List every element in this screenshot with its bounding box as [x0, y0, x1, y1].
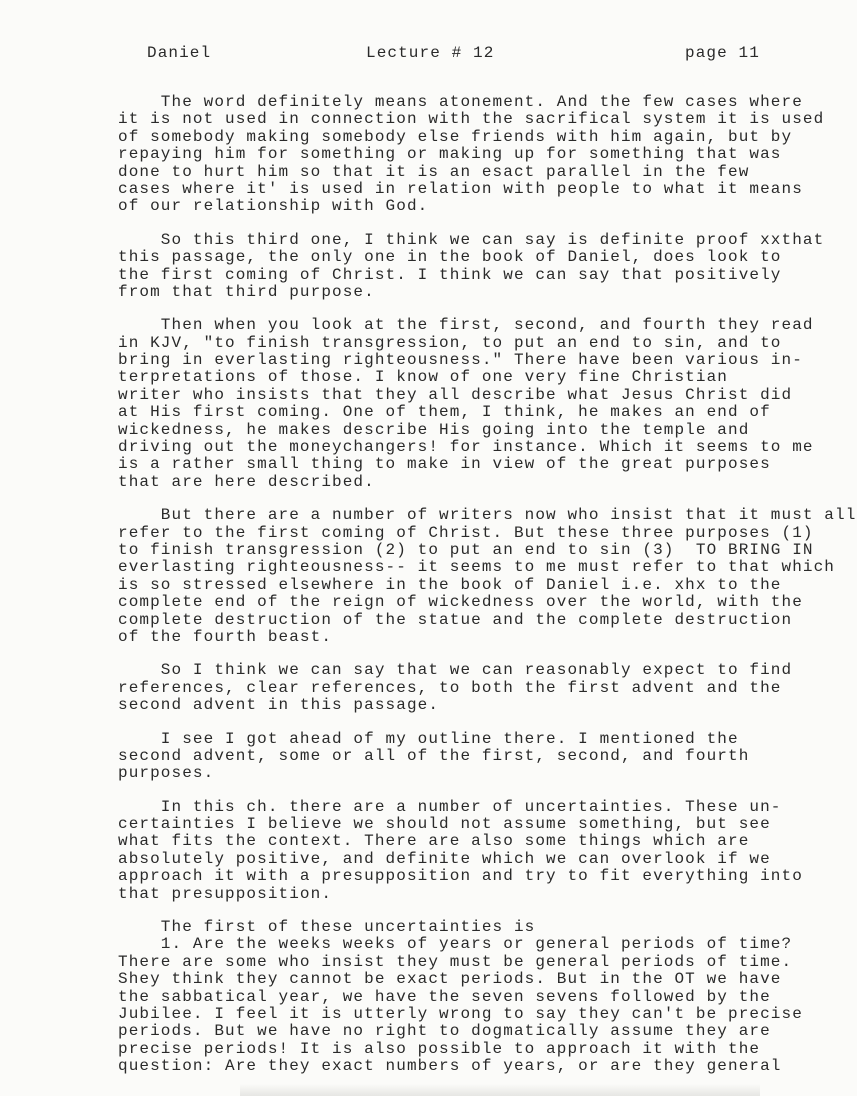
header-title: Daniel — [147, 44, 212, 62]
header-page-number: page 11 — [685, 44, 760, 62]
text-line: done to hurt him so that it is an esact parallel in the few — [118, 162, 750, 181]
text-line: wickedness, he makes describe His going into the temple and — [118, 420, 750, 439]
text-line: approach it with a presupposition and try to fit everything into — [118, 867, 803, 886]
paragraph — [118, 232, 853, 302]
text-line: purposes. — [118, 764, 215, 783]
document-body — [118, 93, 857, 1092]
text-line: Shey think they cannot be exact periods. But in the OT we have — [118, 970, 782, 989]
paragraph — [118, 506, 857, 646]
text-line: There are some who insist they must be general periods of time. — [118, 952, 793, 971]
text-line: second advent in this passage. — [118, 696, 440, 715]
text-line: The first of these uncertainties is — [118, 918, 536, 937]
text-line: that are here described. — [118, 472, 375, 491]
text-line: I see I got ahead of my outline there. I mentioned the — [118, 729, 739, 748]
text-line: it is not used in connection with the sacrifical system it is used — [118, 110, 825, 129]
text-line: references, clear references, to both the first advent and the — [118, 678, 782, 697]
text-line: that presupposition. — [118, 884, 333, 903]
text-line: absolutely positive, and definite which we can overlook if we — [118, 849, 771, 868]
text-line: cases where it' is used in relation with people to what it means — [118, 179, 803, 198]
text-line: question: Are they exact numbers of years, or are they general — [118, 1057, 782, 1076]
text-line: Jubilee. I feel it is utterly wrong to say they can't be precise — [118, 1004, 803, 1023]
paragraph — [118, 94, 853, 216]
text-line: Then when you look at the first, second, and fourth they read — [118, 316, 814, 335]
text-line: In this ch. there are a number of uncertainties. These un- — [118, 797, 782, 816]
paragraph — [118, 919, 853, 1076]
text-line: precise periods! It is also possible to approach it with the — [118, 1039, 761, 1058]
text-line: second advent, some or all of the first, second, and fourth — [118, 746, 750, 765]
text-line: the first coming of Christ. I think we can say that positively — [118, 265, 782, 284]
text-line: terpretations of those. I know of one very fine Christian — [118, 368, 728, 387]
text-line: this passage, the only one in the book of Daniel, does look to — [118, 248, 782, 267]
text-line: So I think we can say that we can reasonably expect to find — [118, 661, 793, 680]
text-line: to finish transgression (2) to put an end to sin (3) TO BRING IN — [118, 540, 814, 559]
text-line: So this third one, I think we can say is definite proof xxthat — [118, 230, 825, 249]
text-line: bring in everlasting righteousness." There have been various in- — [118, 351, 803, 370]
header-lecture: Lecture # 12 — [366, 44, 495, 62]
text-line: at His first coming. One of them, I think, he makes an end of — [118, 403, 771, 422]
text-line: certainties I believe we should not assume something, but see — [118, 815, 771, 834]
paragraph — [118, 731, 853, 783]
text-line: of somebody making somebody else friends with him again, but by — [118, 127, 793, 146]
text-line: is a rather small thing to make in view of the great purposes — [118, 455, 771, 474]
text-line: everlasting righteousness-- it seems to me must refer to that which — [118, 558, 836, 577]
text-line: repaying him for something or making up for something that was — [118, 145, 782, 164]
text-line: The word definitely means atonement. And the few cases where — [118, 93, 803, 111]
text-line: But there are a number of writers now who insist that it must all — [118, 506, 857, 525]
text-line: writer who insists that they all describe what Jesus Christ did — [118, 385, 793, 404]
text-line: 1. Are the weeks weeks of years or general periods of time? — [118, 935, 793, 954]
text-line: refer to the first coming of Christ. But these three purposes (1) — [118, 523, 814, 542]
text-line: from that third purpose. — [118, 282, 375, 301]
paragraph — [118, 317, 853, 491]
text-line: the sabbatical year, we have the seven sevens followed by the — [118, 987, 771, 1006]
text-line: of the fourth beast. — [118, 627, 333, 646]
text-line: periods. But we have no right to dogmatically assume they are — [118, 1022, 771, 1041]
text-line: complete end of the reign of wickedness over the world, with the — [118, 593, 803, 612]
text-line: what fits the context. There are also some things which are — [118, 832, 750, 851]
text-line: of our relationship with God. — [118, 197, 429, 216]
text-line: driving out the moneychangers! for instance. Which it seems to me — [118, 438, 814, 457]
text-line: in KJV, "to finish transgression, to put an end to sin, and to — [118, 333, 782, 352]
text-line: complete destruction of the statue and the complete destruction — [118, 610, 793, 629]
paragraph — [118, 799, 853, 903]
paragraph — [118, 662, 853, 714]
scan-smudge — [240, 1084, 760, 1096]
text-line: is so stressed elsewhere in the book of Daniel i.e. xhx to the — [118, 575, 782, 594]
